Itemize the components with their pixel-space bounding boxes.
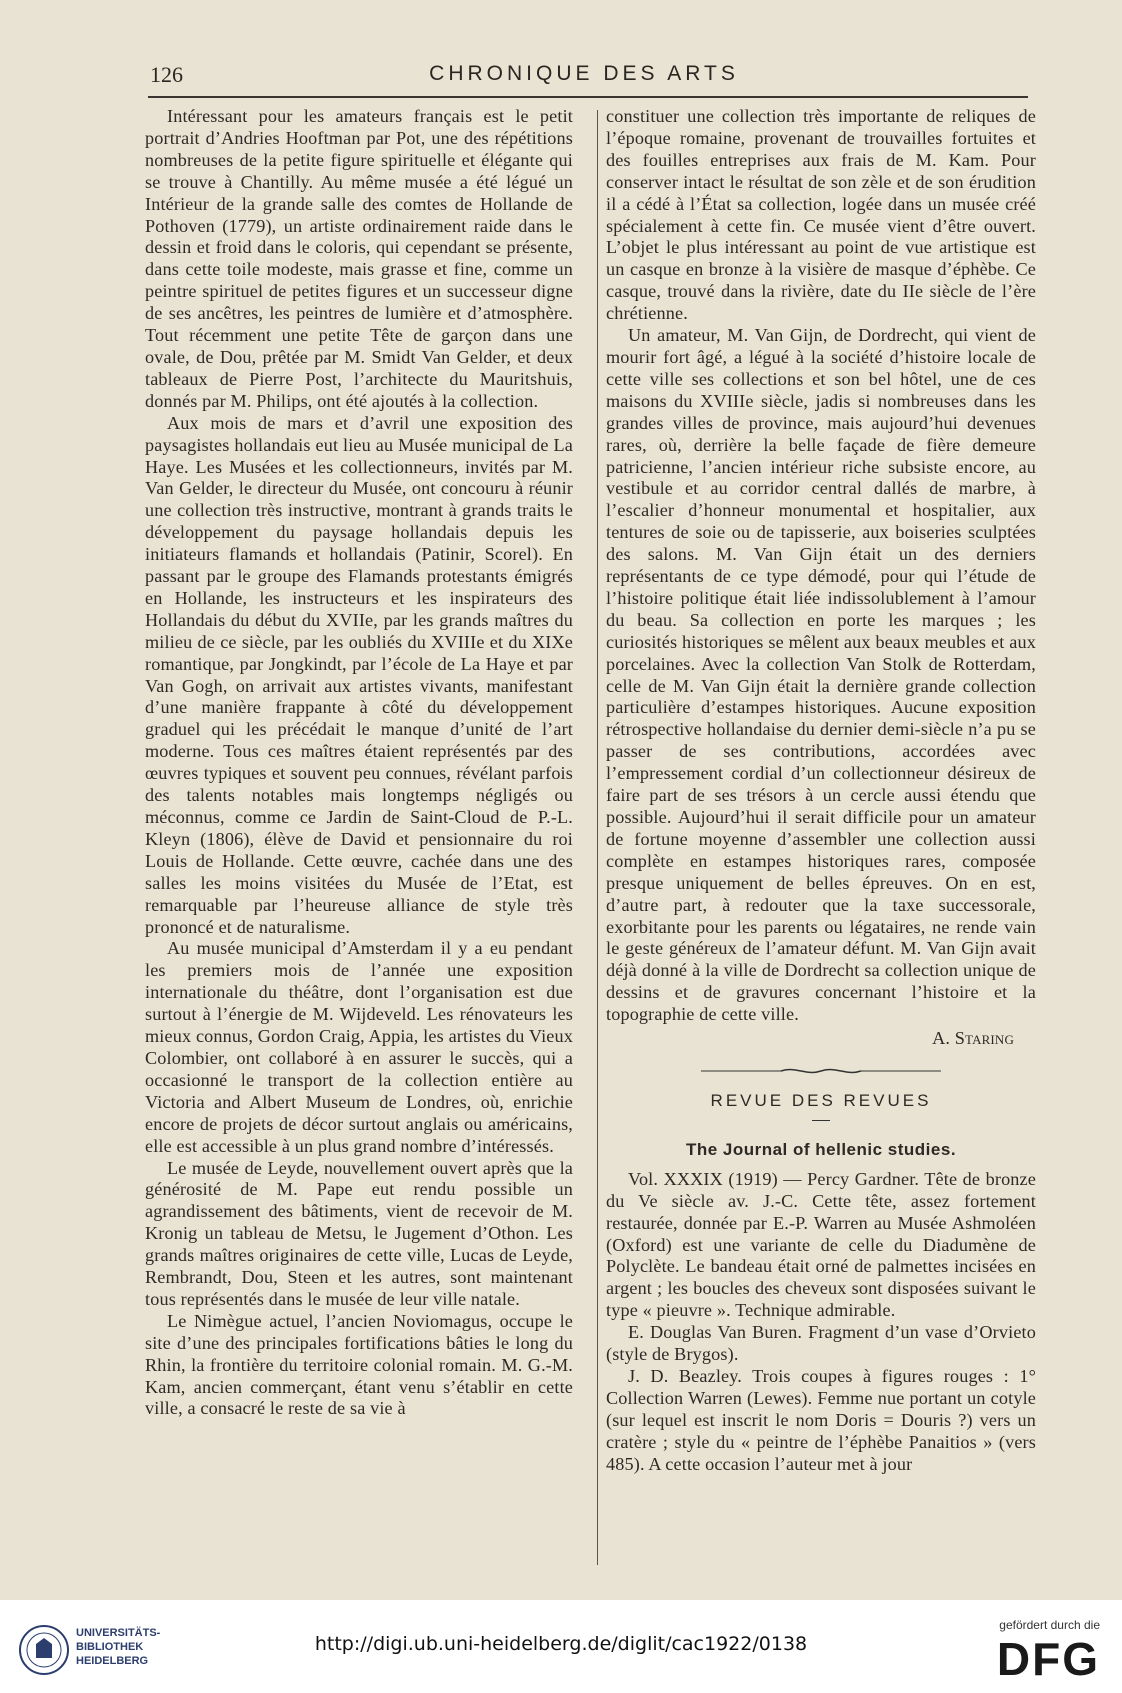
page-number: 126: [150, 62, 183, 87]
right-column: [606, 106, 1036, 1475]
header-rule: [148, 96, 1028, 98]
library-name: UNIVERSITÄTS- BIBLIOTHEK HEIDELBERG: [76, 1627, 161, 1667]
paragraph: Le Nimègue actuel, l’ancien Noviomagus, occupe le site d’une des principales fortifications bâties le long du Rhin, la frontière du territoire colonial romain. M. G.-M. Kam, ancien commerçant, étant venu s’établir en cette ville, a consacré le reste de sa vie à: [145, 1310, 573, 1419]
funding-note: gefördert durch die: [999, 1618, 1100, 1632]
paragraph: constituer une collection très importante de reliques de l’époque romaine, provenant de trouvailles fortuites et des fouilles entreprises aux frais de M. Kam. Pour conserver intact le résultat de son zèle et de son érudition il a cédé à l’État sa collection, logée dans un musée créé spécialement à cette fin. Ce musée vient d’être ouvert. L’objet le plus intéressant au point de vue artistique est un casque en bronze à la visière de masque d’éphèbe. Ce casque, trouvé dans la rivière, date du IIe siècle de l’ère chrétienne.: [606, 106, 1036, 324]
paragraph: Le musée de Leyde, nouvellement ouvert après que la générosité de M. Pape eut rendu possible un agrandissement des bâtiments, vient de recevoir de M. Kronig un tableau de Metsu, le Jugement d’Othon. Les grands maîtres originaires de cette ville, Lucas de Leyde, Rembrandt, Dou, Steen et les autres, sont maintenant tous représentés dans le musée de leur ville natale.: [145, 1157, 573, 1309]
paragraph: J. D. Beazley. Trois coupes à figures rouges : 1° Collection Warren (Lewes). Femme nue portant un cotyle (sur lequel est inscrit le nom Doris = Douris ?) vers un cratère ; style du « peintre de l’éphèbe Panaitios » (vers 485). A cette occasion l’auteur met à jour: [606, 1365, 1036, 1474]
running-title: CHRONIQUE DES ARTS: [429, 62, 739, 85]
paragraph: Aux mois de mars et d’avril une exposition des paysagistes hollandais eut lieu au Musée municipal de La Haye. Les Musées et les collectionneurs, invités par M. Van Gelder, le directeur du Musée, ont concouru à réunir une collection très instructive, montrant à grands traits le développement du paysage hollandais depuis les initiateurs flamands et hollandais (Patinir, Scorel). En passant par le groupe des Flamands protestants émigrés en Hollande, les instructeurs et les inspirateurs des Hollandais du début du XVIIe, par les grands maîtres du milieu de ce siècle, par les oubliés du XVIIIe et du XIXe romantique, par Jongkindt, par l’école de La Haye et par Van Gogh, on arrivait aux artistes vivants, manifestant d’une manière frappante à côté du développement graduel qui les précédait le manque d’unité de l’art moderne. Tous ces maîtres étaient représentés par des œuvres typiques et souvent peu connues, révélant parfois des talents notables mais longtemps négligés ou méconnus, comme ce Jardin de Saint-Cloud de P.-L. Kleyn (1806), élève de David et pensionnaire du roi Louis de Hollande. Cette œuvre, cachée dans une des salles les moins visitées du Musée de l’Etat, est remarquable par l’heureuse alliance de style très prononcé et de naturalisme.: [145, 412, 573, 937]
paragraph: Au musée municipal d’Amsterdam il y a eu pendant les premiers mois de l’année une exposition internationale du théâtre, dont l’organisation est due surtout à l’énergie de M. Wijdeveld. Les rénovateurs les mieux connus, Gordon Craig, Appia, les artistes du Vieux Colombier, ont collaboré à en assurer le succès, qui a occasionné le transport de la collection entière au Victoria and Albert Museum de Londres, où, enrichie encore de projets de décor surtout anglais ou américains, elle est accessible à un plus grand nombre d’intéressés.: [145, 938, 573, 1156]
ornament-divider: [701, 1066, 941, 1076]
author-signature: A. Staring: [932, 1028, 1014, 1049]
column-divider: [597, 110, 598, 1565]
source-url-link[interactable]: http://digi.ub.uni-heidelberg.de/diglit/cac1922/0138: [314, 1633, 808, 1655]
paragraph: Vol. XXXIX (1919) — Percy Gardner. Tête de bronze du Ve siècle av. J.-C. Cette tête, assez fortement restaurée, donnée par E.-P. Warren au Musée Ashmoléen (Oxford) est une variante de celle du Diadumène de Polyclète. Le bandeau était orné de palmettes incisées en argent ; les boucles des cheveux sont disposées suivant le type « pieuvre ». Technique admirable.: [606, 1168, 1036, 1321]
digitization-footer: [0, 1600, 1122, 1693]
journal-title: The Journal of hellenic studies.: [685, 1139, 957, 1159]
short-rule: [812, 1120, 830, 1121]
dfg-logo: DFG: [996, 1633, 1100, 1685]
page-header: [140, 62, 1028, 94]
paragraph: Intéressant pour les amateurs français est le petit portrait d’Andries Hooftman par Pot, une des répétitions nombreuses de la petite figure spirituelle et élégante qui se trouve à Chantilly. Au même musée a été légué un Intérieur de la grande salle des comtes de Hollande de Pothoven (1779), un artiste ordinairement raide dans le dessin et froid dans le coloris, qui cependant se présente, dans cette toile modeste, mais grasse et fine, comme un peintre spirituel de petites figures et un successeur digne de ses ancêtres, les peintres de lumière et d’atmosphère. Tout récemment une petite Tête de garçon dans une ovale, de Dou, prêtée par M. Smidt Van Gelder, et deux tableaux de Pierre Post, l’architecte du Mauritshuis, donnés par M. Philips, ont été ajoutés à la collection.: [145, 106, 573, 411]
section-title: REVUE DES REVUES: [710, 1090, 932, 1110]
paragraph: E. Douglas Van Buren. Fragment d’un vase d’Orvieto (style de Brygos).: [606, 1322, 1036, 1365]
paragraph: Un amateur, M. Van Gijn, de Dordrecht, qui vient de mourir fort âgé, a légué à la société d’histoire locale de cette ville ses collections et son bel hôtel, une de ces maisons du XVIIIe siècle, jadis si nombreuses dans les grandes villes de province, mais aujourd’hui devenues rares, où, derrière la belle façade de fière demeure patricienne, l’ancien intérieur riche subsiste encore, au vestibule et au corridor central dallés de marbre, à l’escalier d’honneur monumental et hospitalier, aux tentures de soie ou de tapisserie, aux boiseries sculptées des salons. M. Van Gijn était un des derniers représentants de ce type démodé, pour qui l’étude de l’histoire politique était liée indissolublement à l’amour du beau. Sa collection en porte les marques ; les curiosités historiques se mêlent aux beaux meubles et aux porcelaines. Avec la collection Van Stolk de Rotterdam, celle de M. Van Gijn était la dernière grande collection particulière d’estampes historiques. Aucune exposition rétrospective hollandaise du dernier demi-siècle n’a pu se passer de ses contributions, accordées avec l’empressement cordial d’un collectionneur désireux de faire part de ses trésors à un cercle aussi étendu que possible. Aujourd’hui il serait difficile pour un amateur de fortune moyenne d’assembler une collection aussi complète en estampes historiques rares, composée presque uniquement de belles épreuves. On en est, d’autre part, à redouter que la taxe successorale, exorbitante pour les parents ou légataires, ne rende vain le geste généreux de l’amateur défunt. M. Van Gijn avait déjà donné à la ville de Dordrecht sa collection unique de dessins et de gravures concernant l’histoire et la topographie de cette ville.: [606, 325, 1036, 1025]
left-column: [145, 106, 573, 1420]
